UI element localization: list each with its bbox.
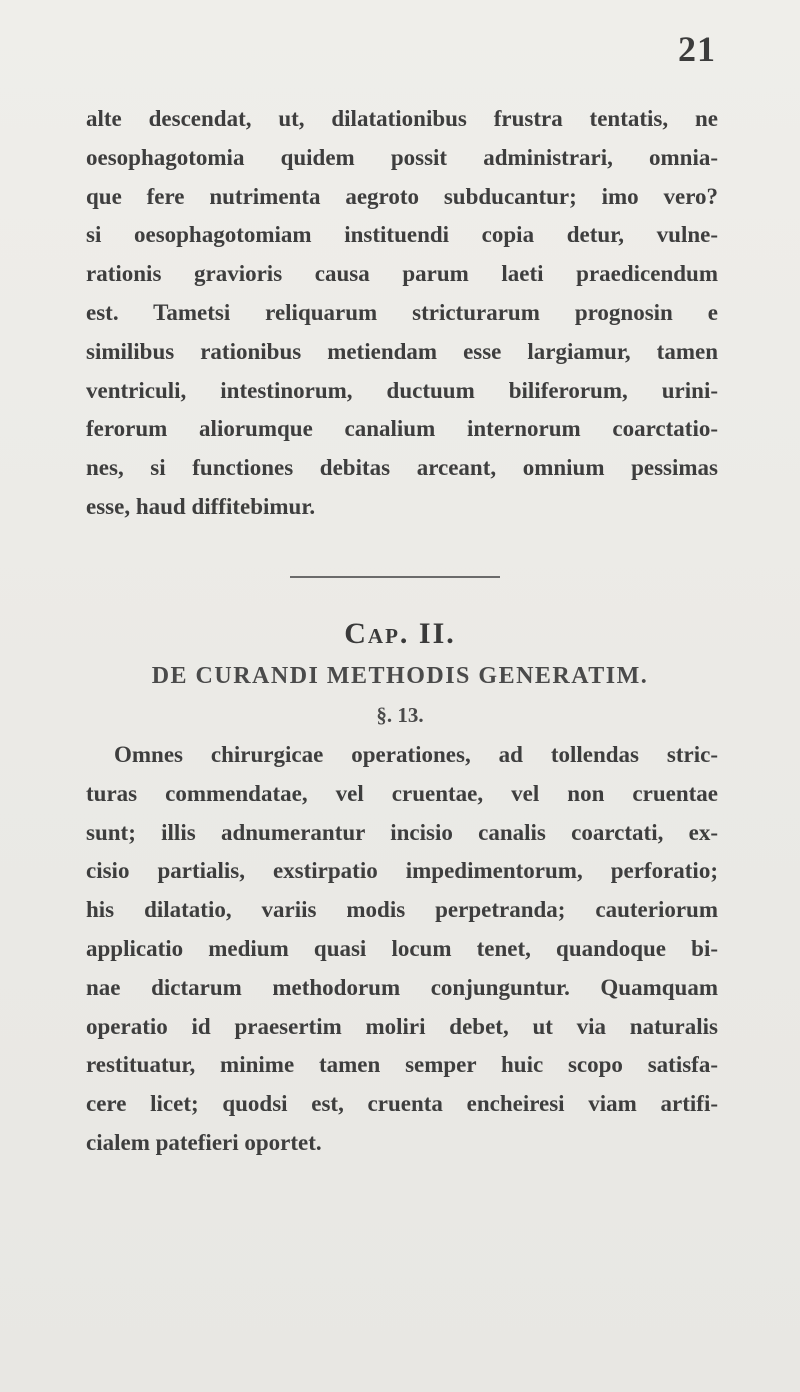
text-line: esse, haud diffitebimur. xyxy=(86,493,316,519)
section-number: §. 13. xyxy=(376,703,424,727)
text-line: que fere nutrimenta aegroto subducantur; imo vero? xyxy=(86,183,718,209)
text-line: alte descendat, ut, dilatationibus frustra tentatis, ne xyxy=(86,106,718,131)
text-line: si oesophagotomiam instituendi copia detur, vulne- xyxy=(86,222,718,248)
text-line: cere licet; quodsi est, cruenta encheiresi viam artifi- xyxy=(86,1091,718,1117)
text-line: turas commendatae, vel cruentae, vel non cruentae xyxy=(86,780,718,806)
text-line: restituatur, minime tamen semper huic scopo satisfa- xyxy=(86,1052,718,1078)
text-line: est. Tametsi reliquarum stricturarum prognosin e xyxy=(86,299,718,325)
text-line: applicatio medium quasi locum tenet, quandoque bi- xyxy=(86,935,718,961)
page-number: 21 xyxy=(678,29,716,69)
text-line: operatio id praesertim moliri debet, ut via naturalis xyxy=(86,1013,718,1039)
text-line: ventriculi, intestinorum, ductuum biliferorum, urini- xyxy=(86,377,718,403)
chapter-subtitle: DE CURANDI METHODIS GENERATIM. xyxy=(151,663,649,689)
text-line: Omnes chirurgicae operationes, ad tollendas stric- xyxy=(114,742,718,767)
chapter-heading: Cap. II. xyxy=(344,617,456,650)
text-line: oesophagotomia quidem possit administrari, omnia- xyxy=(86,144,718,170)
text-line: cisio partialis, exstirpatio impedimentorum, perforatio; xyxy=(86,858,718,884)
text-line: rationis gravioris causa parum laeti praedicendum xyxy=(86,261,718,287)
text-line: his dilatatio, variis modis perpetranda; cauteriorum xyxy=(86,897,718,923)
text-line: nes, si functiones debitas arceant, omnium pessimas xyxy=(86,455,718,481)
paragraph-2 xyxy=(86,736,718,1163)
text-line: cialem patefieri oportet. xyxy=(86,1129,322,1155)
section-divider-rule xyxy=(290,576,500,578)
text-line: similibus rationibus metiendam esse largiamur, tamen xyxy=(86,338,718,364)
text-line: nae dictarum methodorum conjunguntur. Quamquam xyxy=(86,974,718,1000)
text-line: ferorum aliorumque canalium internorum coarctatio- xyxy=(86,416,718,442)
text-line: sunt; illis adnumerantur incisio canalis coarctati, ex- xyxy=(86,819,718,845)
paragraph-1 xyxy=(86,100,718,527)
